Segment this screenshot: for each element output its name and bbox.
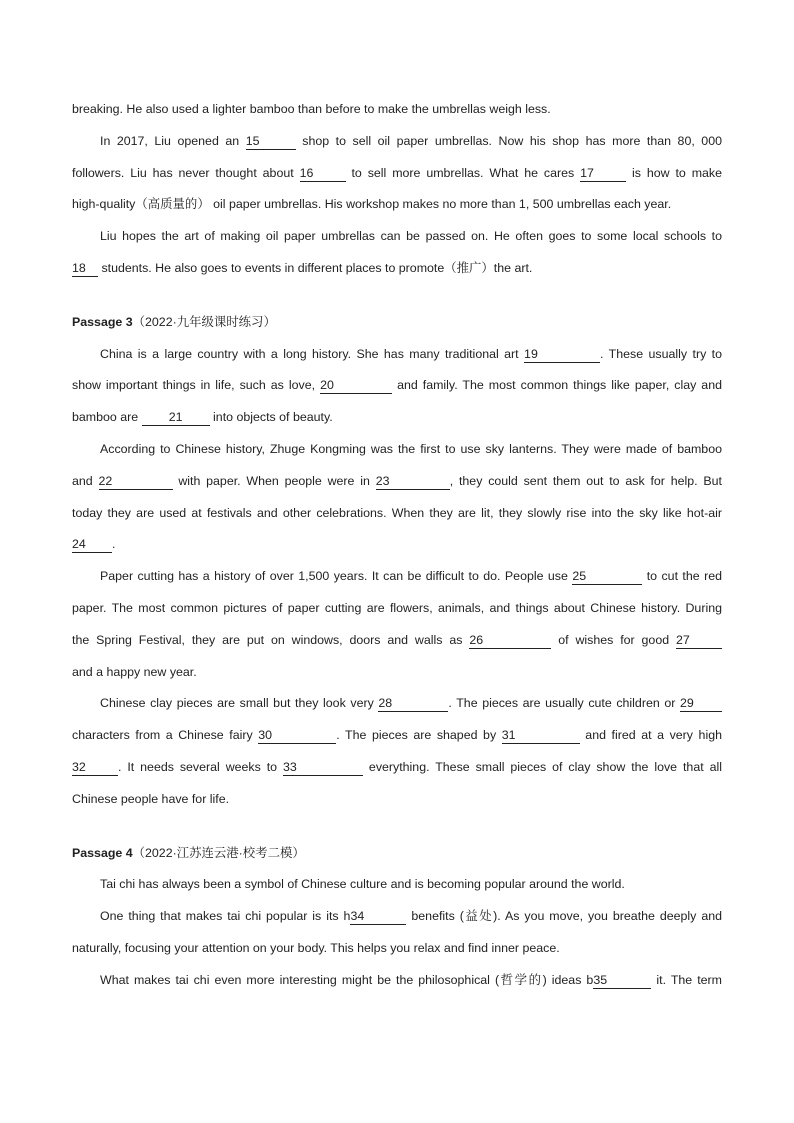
blank-22[interactable]: 22 xyxy=(99,473,173,490)
paragraph-line xyxy=(72,344,722,364)
blank-26[interactable]: 26 xyxy=(469,632,551,649)
blank-25[interactable]: 25 xyxy=(572,568,642,585)
paragraph-line xyxy=(72,725,722,745)
paragraph-line xyxy=(72,906,722,926)
text: and fired at a very high xyxy=(585,728,722,743)
text: naturally, focusing your attention on your body. This helps you relax and find inner peace. xyxy=(72,940,560,955)
text: followers. Liu has never thought about xyxy=(72,165,294,180)
text: the Spring Festival, they are put on windows, doors and walls as xyxy=(72,632,463,647)
text: Chinese clay pieces are small but they look very xyxy=(100,696,374,711)
paragraph-line xyxy=(72,693,722,713)
passage-title: Passage 3 xyxy=(72,314,133,329)
text: and xyxy=(72,473,93,488)
paragraph-line xyxy=(72,407,722,427)
paragraph-line xyxy=(72,131,722,151)
text: . xyxy=(112,537,116,552)
paragraph-line xyxy=(72,789,722,809)
paragraph-line xyxy=(72,99,722,119)
text: . The pieces are usually cute children or xyxy=(448,696,676,711)
text: China is a large country with a long history. She has many traditional art xyxy=(100,346,519,361)
paragraph-line xyxy=(72,471,722,491)
blank-27[interactable]: 27 xyxy=(676,632,722,649)
text: everything. These small pieces of clay show the love that all xyxy=(368,759,722,774)
paragraph-line xyxy=(72,163,722,183)
text: high-quality（高质量的） oil paper umbrellas. His workshop makes no more than 1, 500 umbrellas each year. xyxy=(72,197,672,212)
text: and family. The most common things like paper, clay and xyxy=(397,378,722,393)
paragraph-line xyxy=(72,970,722,990)
text: Liu hopes the art of making oil paper umbrellas can be passed on. He often goes to some local schools to xyxy=(100,229,722,244)
text: . It needs several weeks to xyxy=(118,759,278,774)
text: it. The term xyxy=(656,972,722,987)
passage-heading xyxy=(72,312,722,332)
paragraph-line xyxy=(72,757,722,777)
paragraph-line xyxy=(72,938,722,958)
blank-24[interactable]: 24 xyxy=(72,536,112,553)
blank-17[interactable]: 17 xyxy=(580,165,626,182)
text: characters from a Chinese fairy xyxy=(72,728,253,743)
document-page xyxy=(72,99,722,1002)
text: is how to make xyxy=(632,165,722,180)
blank-34[interactable]: 34 xyxy=(350,908,406,925)
text: paper. The most common pictures of paper cutting are flowers, animals, and things about Chinese history. During xyxy=(72,600,722,615)
blank-23[interactable]: 23 xyxy=(376,473,450,490)
blank-32[interactable]: 32 xyxy=(72,759,118,776)
text: and a happy new year. xyxy=(72,664,197,679)
text: students. He also goes to events in different places to promote（推广）the art. xyxy=(101,260,533,275)
text: , they could sent them out to ask for help. But xyxy=(449,473,722,488)
passage-heading xyxy=(72,843,722,863)
text: show important things in life, such as love, xyxy=(72,378,316,393)
text: What makes tai chi even more interesting might be the philosophical (哲学的) ideas b xyxy=(100,972,594,987)
text: Tai chi has always been a symbol of Chinese culture and is becoming popular around the world. xyxy=(100,877,625,892)
paragraph-line xyxy=(72,258,722,278)
paragraph-line xyxy=(72,534,722,554)
paragraph-line xyxy=(72,598,722,618)
text: shop to sell oil paper umbrellas. Now his shop has more than 80, 000 xyxy=(302,133,722,148)
paragraph-line xyxy=(72,503,722,523)
text: One thing that makes tai chi popular is its h xyxy=(100,909,351,924)
text: Chinese people have for life. xyxy=(72,791,230,806)
blank-29[interactable]: 29 xyxy=(680,695,722,712)
text: into objects of beauty. xyxy=(213,410,333,425)
paragraph-line xyxy=(72,662,722,682)
text: . These usually try to xyxy=(600,346,722,361)
blank-30[interactable]: 30 xyxy=(258,727,336,744)
text: bamboo are xyxy=(72,410,139,425)
paragraph-line xyxy=(72,630,722,650)
blank-15[interactable]: 15 xyxy=(246,133,296,150)
passage-title: Passage 4 xyxy=(72,845,133,860)
blank-31[interactable]: 31 xyxy=(502,727,580,744)
text: breaking. He also used a lighter bamboo than before to make the umbrellas weigh less. xyxy=(72,102,551,116)
paragraph-line xyxy=(72,439,722,459)
text: Paper cutting has a history of over 1,500 years. It can be difficult to do. People use xyxy=(100,569,568,584)
blank-21[interactable]: 21 xyxy=(142,409,210,426)
passage-source: （2022·江苏连云港·校考二模） xyxy=(132,845,305,860)
blank-19[interactable]: 19 xyxy=(524,346,600,363)
text: . The pieces are shaped by xyxy=(336,728,497,743)
text: to sell more umbrellas. What he cares xyxy=(351,165,575,180)
blank-33[interactable]: 33 xyxy=(283,759,363,776)
text: In 2017, Liu opened an xyxy=(100,133,240,148)
blank-28[interactable]: 28 xyxy=(378,695,448,712)
blank-35[interactable]: 35 xyxy=(593,972,651,989)
blank-20[interactable]: 20 xyxy=(320,377,392,394)
text: of wishes for good xyxy=(558,632,670,647)
paragraph-line xyxy=(72,375,722,395)
text: to cut the red xyxy=(646,569,722,584)
text: with paper. When people were in xyxy=(178,473,370,488)
text: According to Chinese history, Zhuge Kongming was the first to use sky lanterns. They were made of bamboo xyxy=(100,441,722,456)
text: today they are used at festivals and other celebrations. When they are lit, they slowly rise into the sky like hot-air xyxy=(72,505,722,520)
paragraph-line xyxy=(72,874,722,894)
blank-18[interactable]: 18 xyxy=(72,260,98,277)
passage-source: （2022·九年级课时练习） xyxy=(132,314,276,329)
paragraph-line xyxy=(72,566,722,586)
blank-16[interactable]: 16 xyxy=(300,165,346,182)
text: benefits (益处). As you move, you breathe deeply and xyxy=(411,909,722,924)
paragraph-line xyxy=(72,194,722,214)
paragraph-line xyxy=(72,226,722,246)
